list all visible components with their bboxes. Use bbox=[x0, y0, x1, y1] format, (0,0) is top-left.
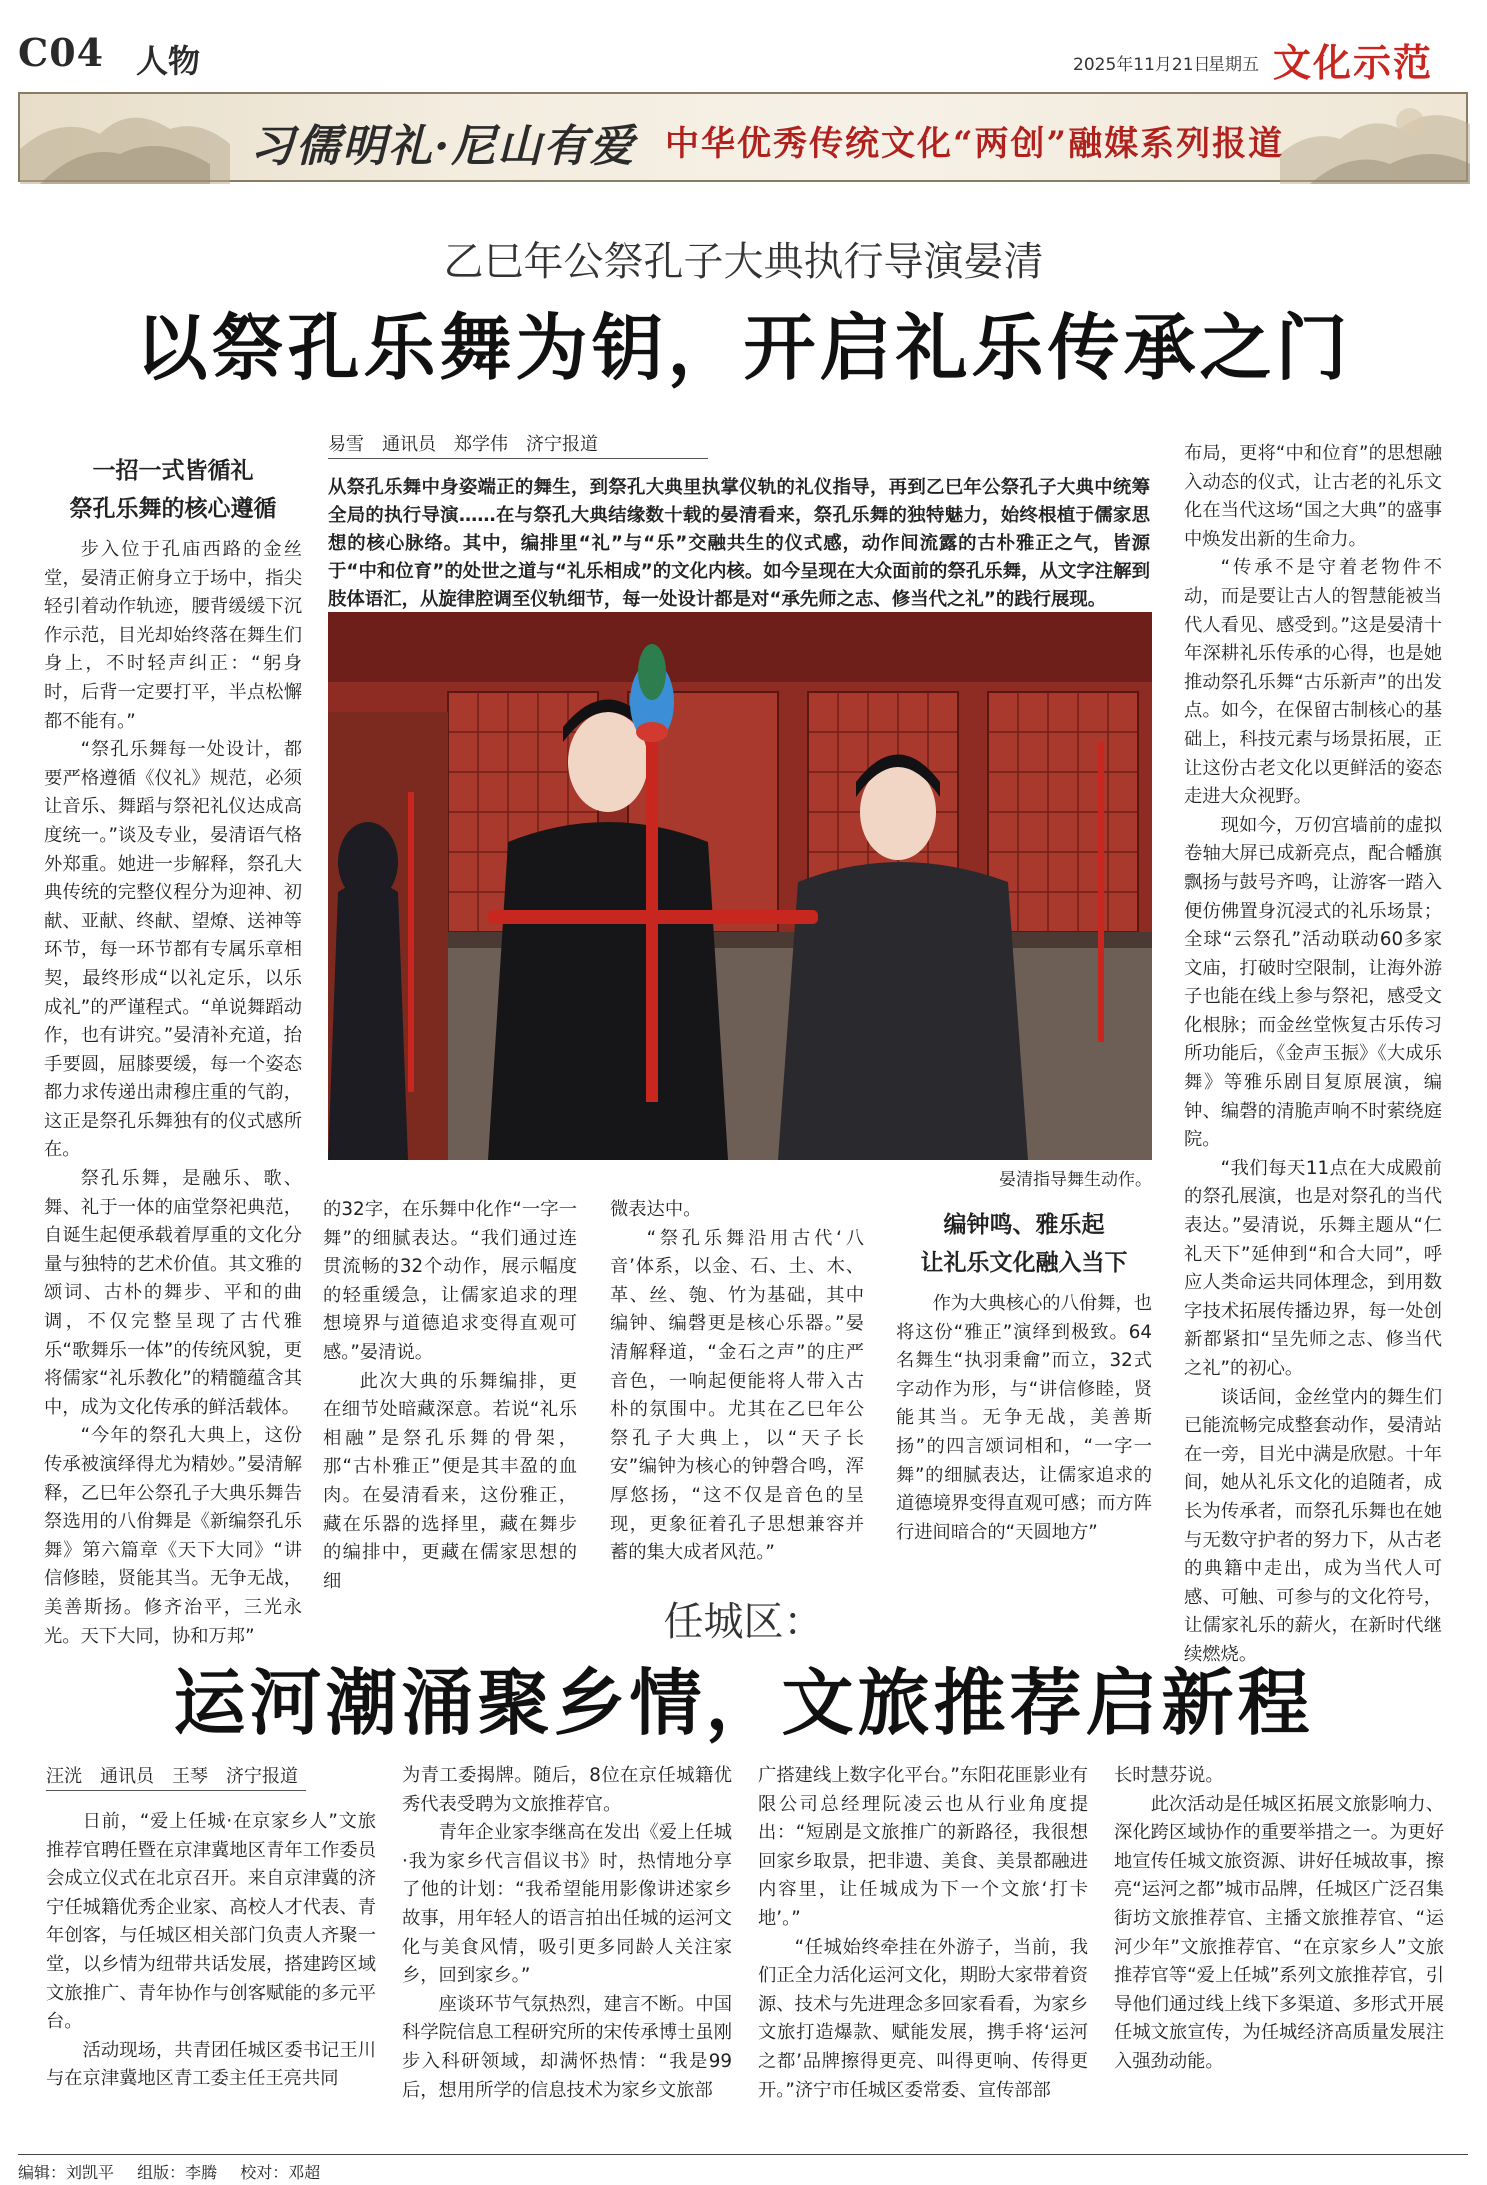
photo-dancers-illustration bbox=[328, 612, 1152, 1160]
article2-byline: 汪洸 通讯员 王琴 济宁报道 bbox=[46, 1766, 298, 1787]
paragraph: 谈话间，金丝堂内的舞生们已能流畅完成整套动作，晏清站在一旁，目光中满是欣慰。十年间，她从礼乐文化的追随者，成长为传承者，而祭孔乐舞也在她与无数守护者的努力下，从古老的典籍中走出，成为当代人可感、可触、可参与的文化符号，让儒家礼乐的薪火，在新时代继续燃烧。 bbox=[1184, 1386, 1442, 1665]
article2-column-4 bbox=[1114, 1762, 1444, 2148]
paragraph: 广搭建线上数字化平台。”东阳花匪影业有限公司总经理阮凌云也从行业角度提出：“短剧是文旅推广的新路径，我很想回家乡取景，把非遗、美食、美景都融进内容里，让任城成为下一个文旅‘打卡地’。” bbox=[758, 1765, 1088, 1929]
photo-caption: 晏清指导舞生动作。 bbox=[999, 1170, 1152, 1190]
article1-column-1 bbox=[44, 536, 302, 1647]
article1-subhead2 bbox=[896, 1206, 1152, 1282]
article1-column-5 bbox=[1184, 440, 1442, 1665]
page-section: 人物 bbox=[136, 42, 201, 80]
paragraph: 此次活动是任城区拓展文旅影响力、深化跨区域协作的重要举措之一。为更好地宣传任城文旅资源、讲好任城故事，擦亮“运河之都”城市品牌，任城区广泛召集街坊文旅推荐官、主播文旅推荐官、“运河少年”文旅推荐官、“在京家乡人”文旅推荐官等“爱上任城”系列文旅推荐官，引导他们通过线上线下多渠道、多形式开展任城文旅宣传，为任城经济高质量发展注入强劲动能。 bbox=[1114, 1793, 1444, 2072]
paragraph: 步入位于孔庙西路的金丝堂，晏清正俯身立于场中，指尖轻引着动作轨迹，腰背缓缓下沉作示范，目光却始终落在舞生们身上，不时轻声纠正：“躬身时，后背一定要打平，半点松懈都不能有。” bbox=[44, 539, 302, 732]
subhead2-line1: 编钟鸣、雅乐起 bbox=[943, 1212, 1105, 1238]
article1-column-3 bbox=[610, 1196, 864, 1564]
footer-editor: 编辑：刘凯平 bbox=[18, 2163, 115, 2182]
paragraph: “传承不是守着老物件不动，而是要让古人的智慧能被当代人看见、感受到。”这是晏清十年深耕礼乐传承的心得，也是她推动祭孔乐舞“古乐新声”的出发点。如今，在保留古制核心的基础上，科技元素与场景拓展，正让这份古老文化以更鲜活的姿态走进大众视野。 bbox=[1184, 557, 1442, 808]
article1-photo bbox=[328, 612, 1152, 1160]
subhead1-line1: 一招一式皆循礼 bbox=[92, 458, 254, 484]
paragraph: 为青工委揭牌。随后，8位在京任城籍优秀代表受聘为文旅推荐官。 bbox=[402, 1765, 732, 1815]
paragraph: 现如今，万仞宫墙前的虚拟卷轴大屏已成新亮点，配合幡旗飘扬与鼓号齐鸣，让游客一踏入便仿佛置身沉浸式的礼乐场景；全球“云祭孔”活动联动60多家文庙，打破时空限制，让海外游子也能在线上参与祭祀，感受文化根脉；而金丝堂恢复古乐传习所功能后，《金声玉振》《大成乐舞》等雅乐剧目复原展演，编钟、编磬的清脆声响不时萦绕庭院。 bbox=[1184, 814, 1442, 1151]
article2-column-3 bbox=[758, 1762, 1088, 2148]
subhead1-line2: 祭孔乐舞的核心遵循 bbox=[69, 496, 277, 522]
series-banner bbox=[18, 92, 1468, 182]
article2-headline: 运河潮涌聚乡情，文旅推荐启新程 bbox=[173, 1660, 1314, 1745]
page-number: C04 bbox=[18, 30, 105, 75]
paragraph: “任城始终牵挂在外游子，当前，我们正全力活化运河文化，期盼大家带着资源、技术与先进理念多回家看看，为家乡文旅打造爆款、赋能发展，携手将‘运河之都’品牌擦得更亮、叫得更响、传得更开。”济宁市任城区委常委、宣传部部 bbox=[758, 1936, 1088, 2101]
paragraph: 长时慧芬说。 bbox=[1114, 1765, 1224, 1786]
footer-rule bbox=[18, 2154, 1468, 2155]
footer-proof: 校对：邓超 bbox=[240, 2163, 321, 2182]
paragraph: “祭孔乐舞每一处设计，都要严格遵循《仪礼》规范，必须让音乐、舞蹈与祭祀礼仪达成高度统一。”谈及专业，晏清语气格外郑重。她进一步解释，祭孔大典传统的完整仪程分为迎神、初献、亚献、终献、望燎、送神等环节，每一环节都有专属乐章相契，最终形成“以礼定乐，以乐成礼”的严谨程式。“单说舞蹈动作，也有讲究。”晏清补充道，抬手要圆，屈膝要缓，每一个姿态都力求传递出肃穆庄重的气韵，这正是祭孔乐舞独有的仪式感所在。 bbox=[44, 739, 302, 1161]
issue-date: 2025年11月21日 bbox=[1073, 55, 1211, 75]
byline-rule bbox=[46, 1790, 306, 1791]
paragraph: “祭孔乐舞沿用古代‘八音’体系，以金、石、土、木、革、丝、匏、竹为基础，其中编钟、编磬更是核心乐器。”晏清解释道，“金石之声”的庄严音色，一响起便能将人带入古朴的氛围中。尤其在乙巳年公祭孔子大典上，以“天子长安”编钟为核心的钟磬合鸣，浑厚悠扬，“这不仅是音色的呈现，更象征着孔子思想兼容并蓄的集大成者风范。” bbox=[610, 1227, 864, 1564]
paragraph: “我们每天11点在大成殿前的祭孔展演，也是对祭孔的当代表达。”晏清说，乐舞主题从“仁礼天下”延伸到“和合大同”，呼应人类命运共同体理念，到用数字技术拓展传播边界，每一处创新都紧扣“呈先师之志、修当代之礼”的初心。 bbox=[1184, 1157, 1442, 1379]
article1-byline: 易雪 通讯员 郑学伟 济宁报道 bbox=[328, 434, 598, 455]
article2-column-2 bbox=[402, 1762, 732, 2148]
paragraph: 布局，更将“中和位育”的思想融入动态的仪式，让古老的礼乐文化在当代这场“国之大典”的盛事中焕发出新的生命力。 bbox=[1184, 443, 1442, 550]
byline-rule bbox=[328, 458, 708, 459]
article2-column-1 bbox=[46, 1808, 376, 2148]
article1-kicker: 乙巳年公祭孔子大典执行导演晏清 bbox=[443, 239, 1044, 285]
article1-headline: 以祭孔乐舞为钥，开启礼乐传承之门 bbox=[135, 305, 1352, 390]
article2-kicker: 任城区： bbox=[663, 1599, 824, 1645]
paragraph: 青年企业家李继高在发出《爱上任城·我为家乡代言倡议书》时，热情地分享了他的计划：“我希望能用影像讲述家乡故事，用年轻人的语言拍出任城的运河文化与美食风情，吸引更多同龄人关注家乡，回到家乡。” bbox=[402, 1822, 732, 1987]
subhead2-line2: 让礼乐文化融入当下 bbox=[920, 1250, 1128, 1276]
paragraph: 此次大典的乐舞编排，更在细节处暗藏深意。若说“礼乐相融”是祭孔乐舞的骨架，那“古朴雅正”便是其丰盈的血肉。在晏清看来，这份雅正，藏在乐器的选择里，藏在舞步的编排中，更藏在儒家思想的细 bbox=[323, 1370, 577, 1592]
paragraph: 的32字，在乐舞中化作“一字一舞”的细腻表达。“我们通过连贯流畅的32个动作，展示幅度的轻重缓急，让儒家追求的理想境界与道德追求变得直观可感。”晏清说。 bbox=[323, 1199, 577, 1363]
banner-series-title: 中华优秀传统文化“两创”融媒系列报道 bbox=[665, 124, 1285, 164]
paragraph: 活动现场，共青团任城区委书记王川与在京津冀地区青工委主任王亮共同 bbox=[46, 2039, 376, 2090]
paragraph: 日前，“爱上任城·在京家乡人”文旅推荐官聘任暨在京津冀地区青年工作委员会成立仪式在北京召开。来自京津冀的济宁任城籍优秀企业家、高校人才代表、青年创客，与任城区相关部门负责人齐聚一堂，以乡情为纽带共话发展，搭建跨区域文旅推广、青年协作与创客赋能的多元平台。 bbox=[46, 1811, 376, 2033]
page-header bbox=[18, 30, 1468, 85]
article1-subhead1 bbox=[44, 452, 302, 528]
paper-name-logo: 文化示范 bbox=[1273, 40, 1434, 85]
page-footer bbox=[18, 2160, 320, 2183]
issue-weekday: 星期五 bbox=[1208, 55, 1259, 75]
paragraph: “今年的祭孔大典上，这份传承被演绎得尤为精妙。”晏清解释，乙巳年公祭孔子大典乐舞告祭选用的八佾舞是《新编祭孔乐舞》第六篇章《天下大同》“讲信修睦，贤能其当。无争无战，美善斯扬。修齐治平，三光永光。天下大同，协和万邦” bbox=[44, 1425, 302, 1647]
paragraph: 祭孔乐舞，是融乐、歌、舞、礼于一体的庙堂祭祀典范，自诞生起便承载着厚重的文化分量与独特的艺术价值。其文雅的颂词、古朴的舞步、平和的曲调，不仅完整呈现了古代雅乐“歌舞乐一体”的传统风貌，更将儒家“礼乐教化”的精髓蕴含其中，成为文化传承的鲜活载体。 bbox=[44, 1168, 302, 1418]
paragraph: 作为大典核心的八佾舞，也将这份“雅正”演绎到极致。64名舞生“执羽秉龠”而立，32式字动作为形，与“讲信修睦，贤能其当。无争无战，美善斯扬”的四言颂词相和，“一字一舞”的细腻表达，让儒家追求的道德境界变得直观可感；而方阵行进间暗合的“天圆地方” bbox=[896, 1293, 1152, 1543]
article1-lead: 从祭孔乐舞中身姿端正的舞生，到祭孔大典里执掌仪轨的礼仪指导，再到乙巳年公祭孔子大典中统筹全局的执行导演……在与祭孔大典结缘数十载的晏清看来，祭孔乐舞的独特魅力，始终根植于儒家思想的核心脉络。其中，编排里“礼”与“乐”交融共生的仪式感，动作间流露的古朴雅正之气，皆源于“中和位育”的处世之道与“礼乐相成”的文化内核。如今呈现在大众面前的祭孔乐舞，从文字注解到肢体语汇，从旋律腔调至仪轨细节，每一处设计都是对“承先师之志、修当代之礼”的践行展现。 bbox=[328, 477, 1150, 610]
article1-column-4 bbox=[896, 1290, 1152, 1543]
footer-layout: 组版：李腾 bbox=[137, 2163, 218, 2182]
paragraph: 座谈环节气氛热烈，建言不断。中国科学院信息工程研究所的宋传承博士虽刚步入科研领域，却满怀热情：“我是99后，想用所学的信息技术为家乡文旅部 bbox=[402, 1993, 732, 2101]
paragraph: 微表达中。 bbox=[610, 1199, 702, 1220]
banner-slogan: 习儒明礼·尼山有爱 bbox=[250, 121, 636, 172]
article1-column-2 bbox=[323, 1196, 577, 1592]
